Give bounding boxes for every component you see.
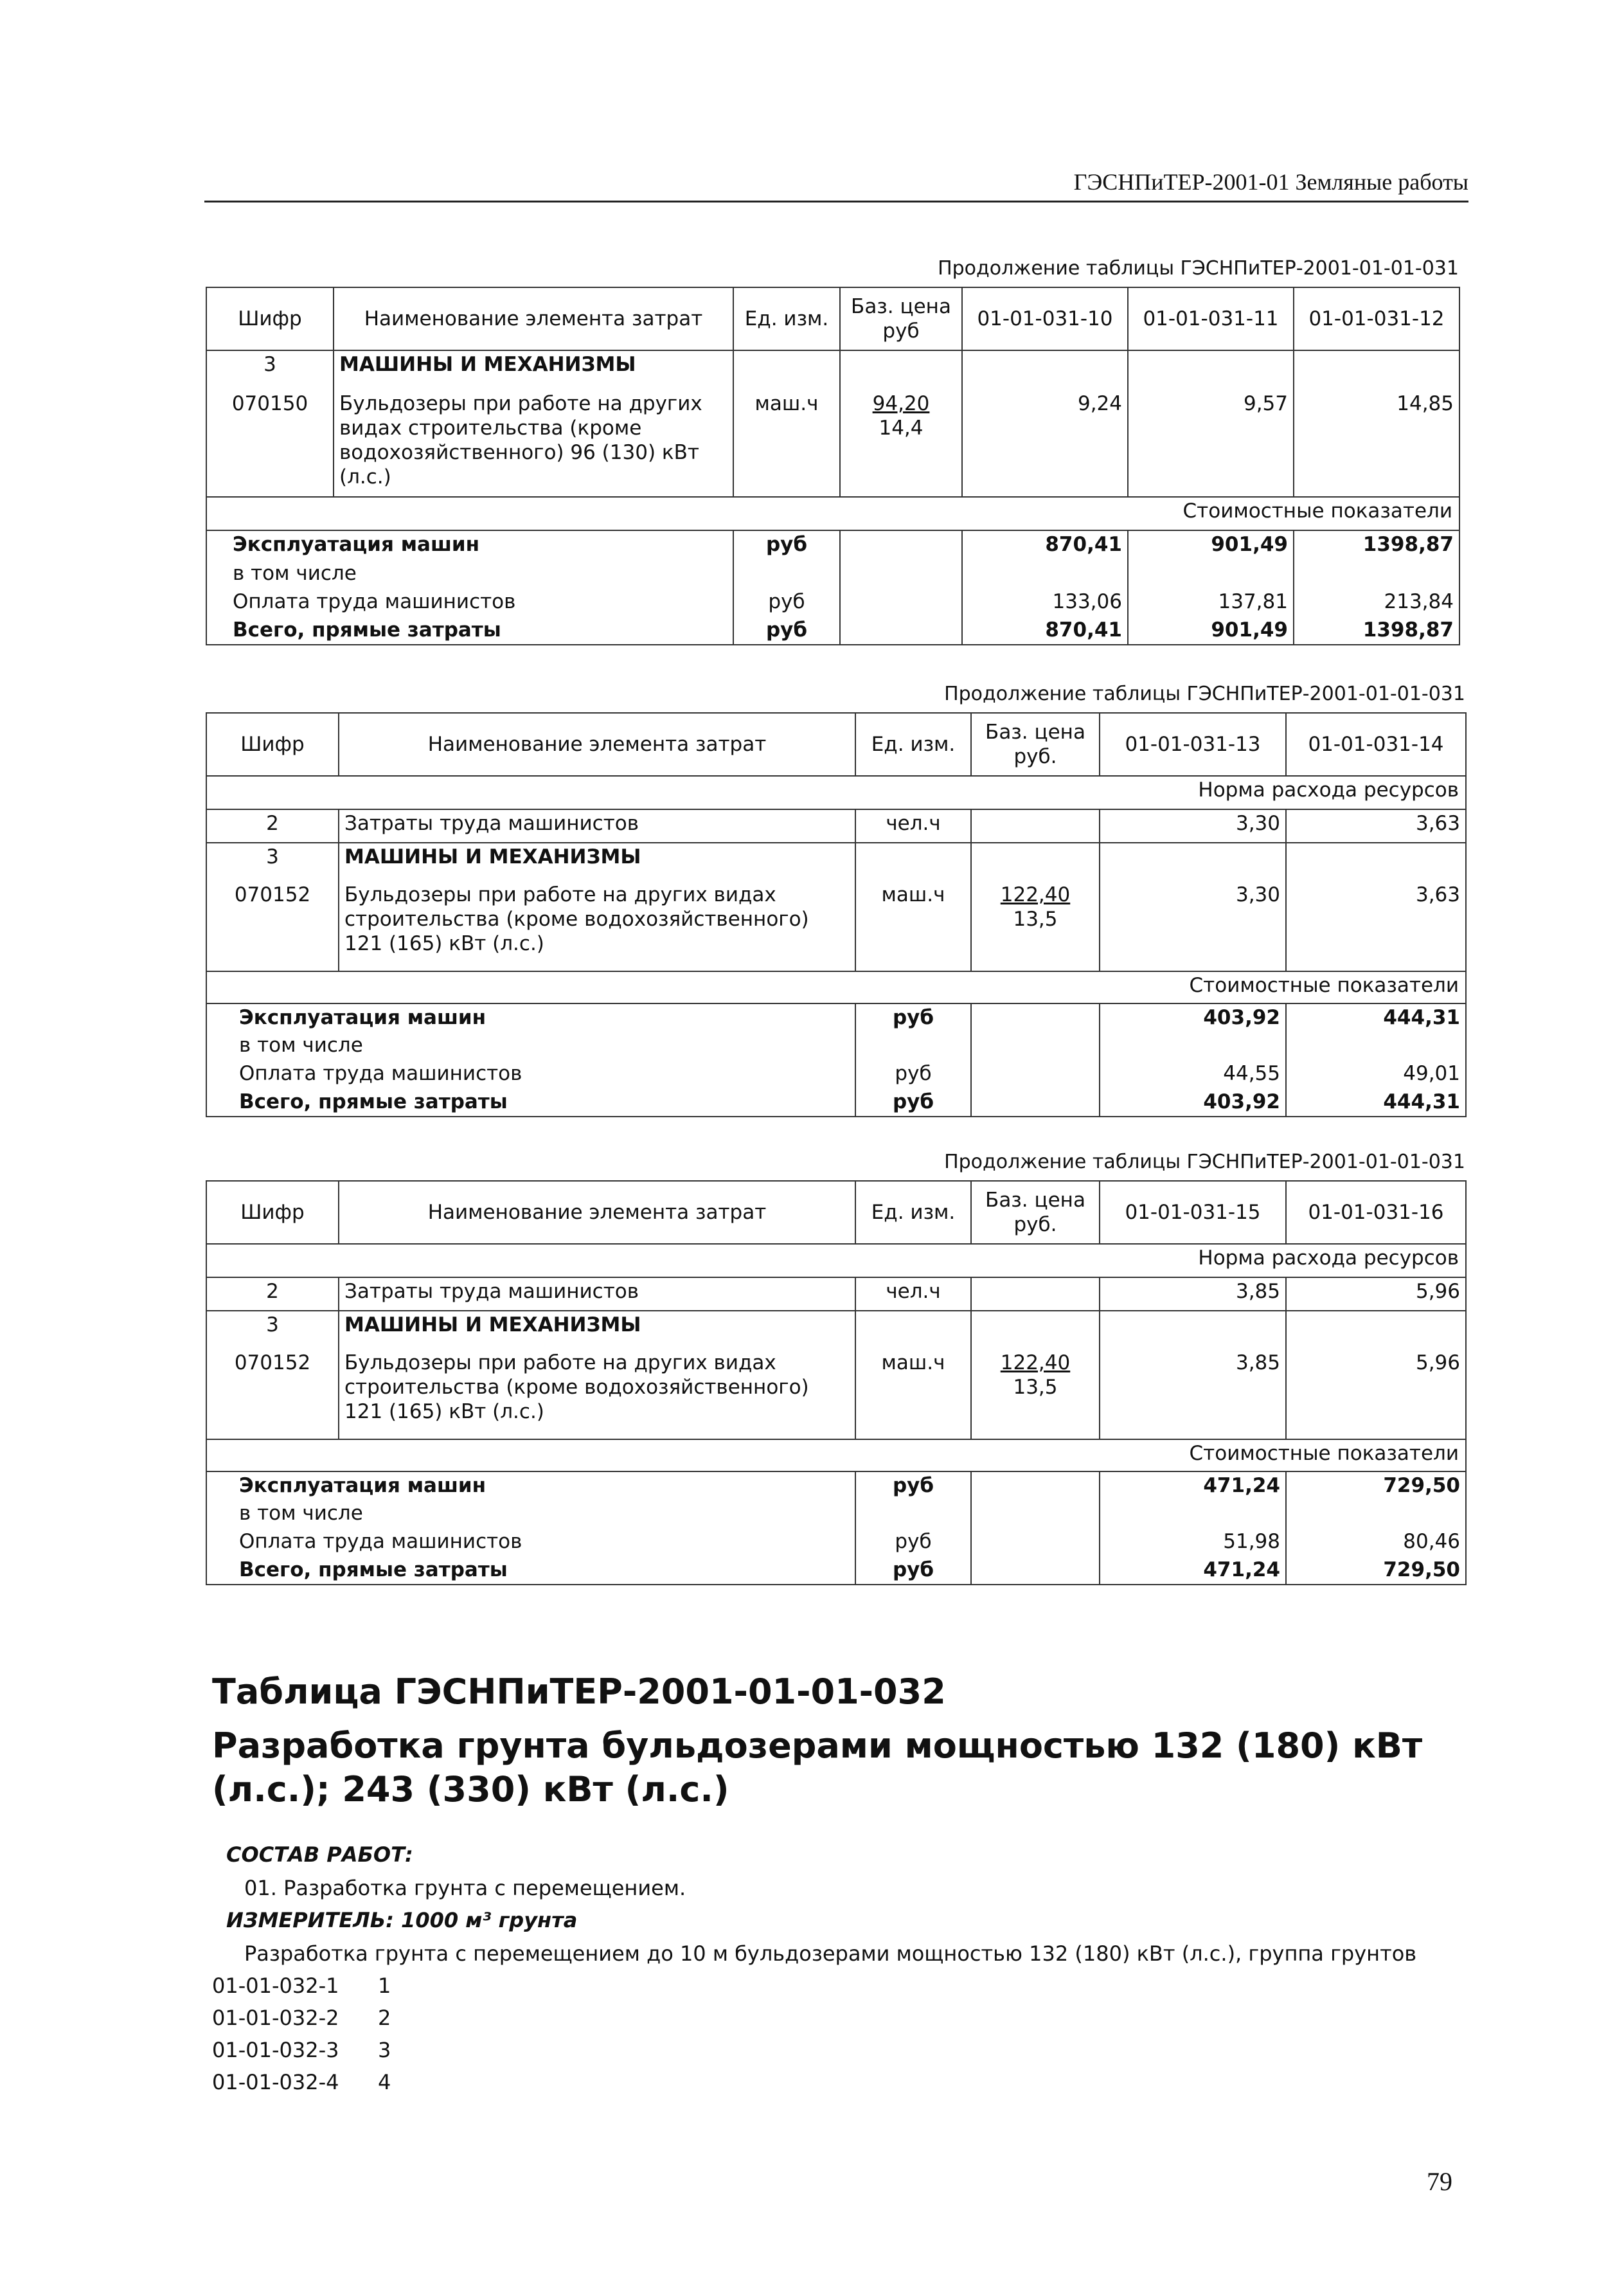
- table2-labor-name: Затраты труда машинистов: [339, 809, 855, 843]
- table2-ops-label: Эксплуатация машин: [206, 1003, 855, 1032]
- table3-section-name: МАШИНЫ И МЕХАНИЗМЫ: [339, 1311, 855, 1349]
- table1-item-price: [840, 390, 962, 497]
- table1-total-c: 1398,87: [1294, 616, 1459, 645]
- code-value: 01-01-032-1: [212, 1974, 339, 1998]
- table1-header-price: Баз. цена руб: [840, 287, 962, 350]
- table2-labor-a: 3,30: [1100, 809, 1286, 843]
- table2-labor-code: 2: [206, 809, 339, 843]
- table1-section-name: МАШИНЫ И МЕХАНИЗМЫ: [334, 350, 733, 390]
- table3-labor-a: 3,85: [1100, 1277, 1286, 1311]
- table2-wage-a: 44,55: [1100, 1060, 1286, 1088]
- table3-section-code: 3: [206, 1311, 339, 1349]
- table3-ops-label: Эксплуатация машин: [206, 1471, 855, 1500]
- table3-norm-header: Норма расхода ресурсов: [206, 1244, 1466, 1277]
- measure-label: ИЗМЕРИТЕЛЬ: 1000 м³ грунта: [226, 1908, 578, 1932]
- table3-header-code: Шифр: [206, 1181, 339, 1244]
- table2-labor-b: 3,63: [1286, 809, 1466, 843]
- table1-caption: Продолжение таблицы ГЭСНПиТЕР-2001-01-01-031: [938, 257, 1459, 280]
- table1-item-b: 9,57: [1128, 390, 1294, 497]
- table3-header-col-a: 01-01-031-15: [1100, 1181, 1286, 1244]
- table1-wage-label: Оплата труда машинистов: [206, 588, 733, 616]
- table2-item-b: 3,63: [1286, 881, 1466, 971]
- table2-ops-unit: руб: [855, 1003, 971, 1032]
- table3-header-unit: Ед. изм.: [855, 1181, 971, 1244]
- table3-header-price: Баз. цена руб.: [971, 1181, 1100, 1244]
- table1-item-unit: маш.ч: [733, 390, 840, 497]
- table2-item-code: 070152: [206, 881, 339, 971]
- table1-wage-c: 213,84: [1294, 588, 1459, 616]
- table3-ops-a: 471,24: [1100, 1471, 1286, 1500]
- table2-item-a: 3,30: [1100, 881, 1286, 971]
- code-row: [212, 2006, 391, 2030]
- table3-total-unit: руб: [855, 1556, 971, 1585]
- table3-item-price-bottom: 13,5: [1013, 1376, 1058, 1399]
- table1-header-col-a: 01-01-031-10: [962, 287, 1128, 350]
- table3-ops-unit: руб: [855, 1471, 971, 1500]
- code-row: [212, 1974, 391, 1998]
- table2-ops-b: 444,31: [1286, 1003, 1466, 1032]
- table2-item-name: Бульдозеры при работе на других видах строительства (кроме водохозяйственного) 121 (165) кВт (л.с.): [339, 881, 855, 971]
- table2-norm-header: Норма расхода ресурсов: [206, 776, 1466, 809]
- table3-total-label: Всего, прямые затраты: [206, 1556, 855, 1585]
- table2-total-unit: руб: [855, 1088, 971, 1117]
- table3-total-b: 729,50: [1286, 1556, 1466, 1585]
- table3-wage-a: 51,98: [1100, 1528, 1286, 1556]
- table2-section-code: 3: [206, 843, 339, 881]
- table3-incl-label: в том числе: [206, 1500, 855, 1528]
- table2-header-col-a: 01-01-031-13: [1100, 713, 1286, 776]
- table1-item-code: 070150: [206, 390, 334, 497]
- table3-item-code: 070152: [206, 1349, 339, 1439]
- table2-section-name: МАШИНЫ И МЕХАНИЗМЫ: [339, 843, 855, 881]
- table3-wage-label: Оплата труда машинистов: [206, 1528, 855, 1556]
- table3-wage-b: 80,46: [1286, 1528, 1466, 1556]
- table3-labor-code: 2: [206, 1277, 339, 1311]
- table1-cost-header: Стоимостные показатели: [206, 497, 1459, 530]
- table3-item-unit: маш.ч: [855, 1349, 971, 1439]
- table1-item-price-bottom: 14,4: [879, 417, 924, 440]
- table1-total-label: Всего, прямые затраты: [206, 616, 733, 645]
- table3-labor-unit: чел.ч: [855, 1277, 971, 1311]
- table1-header-name: Наименование элемента затрат: [334, 287, 733, 350]
- table3-item-name: Бульдозеры при работе на других видах строительства (кроме водохозяйственного) 121 (165) кВт (л.с.): [339, 1349, 855, 1439]
- code-group: 1: [378, 1974, 391, 1998]
- works-label: СОСТАВ РАБОТ:: [226, 1842, 413, 1867]
- table3-item-price: [971, 1349, 1100, 1439]
- table3-labor-name: Затраты труда машинистов: [339, 1277, 855, 1311]
- code-row: [212, 2038, 391, 2062]
- table3-total-a: 471,24: [1100, 1556, 1286, 1585]
- description: Разработка грунта с перемещением до 10 м бульдозерами мощностью 132 (180) кВт (л.с.), группа грунтов: [244, 1941, 1417, 1966]
- table1-header-code: Шифр: [206, 287, 334, 350]
- table3-wage-unit: руб: [855, 1528, 971, 1556]
- table2-cost-header: Стоимостные показатели: [206, 971, 1466, 1003]
- code-row: [212, 2070, 391, 2094]
- table2-header-code: Шифр: [206, 713, 339, 776]
- table1-total-b: 901,49: [1128, 616, 1294, 645]
- table1-ops-c: 1398,87: [1294, 530, 1459, 560]
- table1-item-price-top: 94,20: [872, 392, 930, 415]
- table2-ops-a: 403,92: [1100, 1003, 1286, 1032]
- table1-item-c: 14,85: [1294, 390, 1459, 497]
- table2-wage-label: Оплата труда машинистов: [206, 1060, 855, 1088]
- table2-total-a: 403,92: [1100, 1088, 1286, 1117]
- code-value: 01-01-032-3: [212, 2038, 339, 2062]
- section-table-title: Таблица ГЭСНПиТЕР-2001-01-01-032: [212, 1671, 946, 1712]
- table1-wage-a: 133,06: [962, 588, 1128, 616]
- code-value: 01-01-032-4: [212, 2070, 339, 2094]
- table1-section-code: 3: [206, 350, 334, 390]
- table2-item-unit: маш.ч: [855, 881, 971, 971]
- code-group: 3: [378, 2038, 391, 2062]
- page-header-title: ГЭСНПиТЕР-2001-01 Земляные работы: [1073, 169, 1468, 195]
- table3-labor-b: 5,96: [1286, 1277, 1466, 1311]
- table2-header-price: Баз. цена руб.: [971, 713, 1100, 776]
- table1: [206, 287, 1460, 645]
- table2-wage-b: 49,01: [1286, 1060, 1466, 1088]
- table1-wage-unit: руб: [733, 588, 840, 616]
- work-item: 01. Разработка грунта с перемещением.: [244, 1876, 686, 1900]
- table3-item-b: 5,96: [1286, 1349, 1466, 1439]
- table2-item-price-top: 122,40: [1000, 883, 1071, 906]
- table2-total-b: 444,31: [1286, 1088, 1466, 1117]
- table2-incl-label: в том числе: [206, 1032, 855, 1060]
- table2-header-col-b: 01-01-031-14: [1286, 713, 1466, 776]
- table1-header-unit: Ед. изм.: [733, 287, 840, 350]
- table3-header-col-b: 01-01-031-16: [1286, 1181, 1466, 1244]
- table2-wage-unit: руб: [855, 1060, 971, 1088]
- table2-item-price-bottom: 13,5: [1013, 908, 1058, 931]
- table2-labor-unit: чел.ч: [855, 809, 971, 843]
- code-group: 4: [378, 2070, 391, 2094]
- table1-total-a: 870,41: [962, 616, 1128, 645]
- table2-header-unit: Ед. изм.: [855, 713, 971, 776]
- section-table-subtitle: Разработка грунта бульдозерами мощностью 132 (180) кВт (л.с.); 243 (330) кВт (л.с.): [212, 1725, 1423, 1810]
- table1-header-col-b: 01-01-031-11: [1128, 287, 1294, 350]
- table3-caption: Продолжение таблицы ГЭСНПиТЕР-2001-01-01-031: [944, 1151, 1465, 1173]
- table1-ops-unit: руб: [733, 530, 840, 560]
- table3-item-a: 3,85: [1100, 1349, 1286, 1439]
- table3-header-name: Наименование элемента затрат: [339, 1181, 855, 1244]
- table1-ops-label: Эксплуатация машин: [206, 530, 733, 560]
- code-group: 2: [378, 2006, 391, 2030]
- table1-item-name: Бульдозеры при работе на других видах строительства (кроме водохозяйственного) 96 (130) кВт (л.с.): [334, 390, 733, 497]
- table2: [206, 712, 1467, 1117]
- table1-wage-b: 137,81: [1128, 588, 1294, 616]
- table2-item-price: [971, 881, 1100, 971]
- table1-header-col-c: 01-01-031-12: [1294, 287, 1459, 350]
- table1-ops-a: 870,41: [962, 530, 1128, 560]
- table3: [206, 1180, 1467, 1585]
- table2-total-label: Всего, прямые затраты: [206, 1088, 855, 1117]
- table3-ops-b: 729,50: [1286, 1471, 1466, 1500]
- table1-total-unit: руб: [733, 616, 840, 645]
- table2-caption: Продолжение таблицы ГЭСНПиТЕР-2001-01-01-031: [944, 683, 1465, 705]
- table2-header-name: Наименование элемента затрат: [339, 713, 855, 776]
- table1-item-a: 9,24: [962, 390, 1128, 497]
- header-divider: [204, 201, 1468, 202]
- code-value: 01-01-032-2: [212, 2006, 339, 2030]
- table3-item-price-top: 122,40: [1000, 1351, 1071, 1374]
- table1-ops-b: 901,49: [1128, 530, 1294, 560]
- table3-cost-header: Стоимостные показатели: [206, 1439, 1466, 1471]
- table1-incl-label: в том числе: [206, 560, 733, 588]
- page-number: 79: [1427, 2167, 1452, 2196]
